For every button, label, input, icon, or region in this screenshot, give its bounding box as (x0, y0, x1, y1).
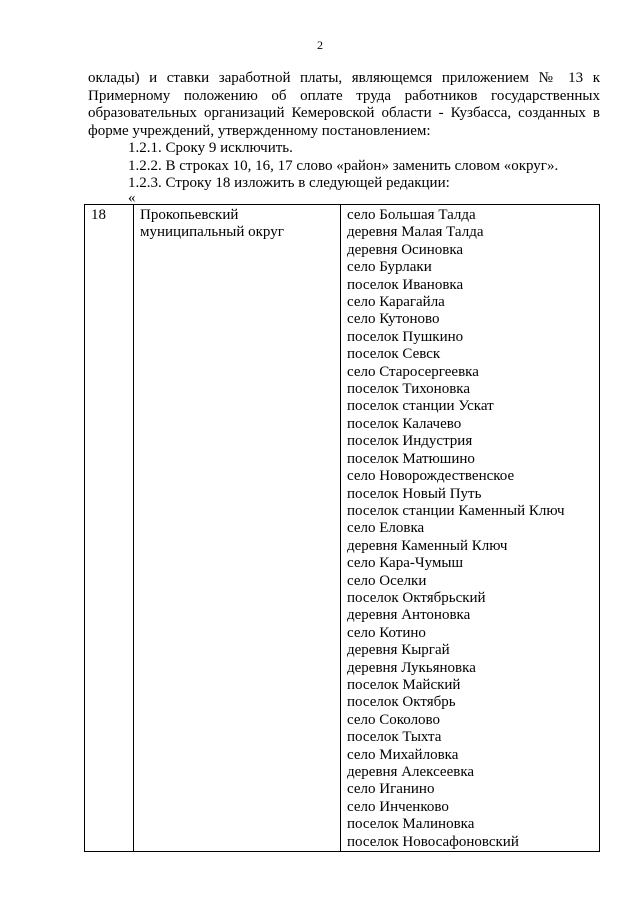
settlement-item: деревня Лукьяновка (347, 659, 476, 676)
settlement-item: село Бурлаки (347, 259, 432, 276)
settlement-item: поселок Октябрьский (347, 589, 486, 606)
settlements-table (84, 204, 600, 852)
settlement-item: поселок Матюшино (347, 450, 475, 467)
settlement-item: поселок станции Каменный Ключ (347, 502, 565, 519)
settlement-item: поселок Новый Путь (347, 485, 482, 502)
clause-1-2-2: 1.2.2. В строках 10, 16, 17 слово «район» заменить словом «округ». (128, 157, 559, 174)
settlement-item: деревня Осиновка (347, 241, 464, 258)
page-number: 2 (317, 38, 323, 52)
settlement-item: село Оселки (347, 572, 427, 589)
settlement-item: поселок Калачево (347, 415, 462, 432)
settlement-item: поселок Новосафоновский (347, 833, 519, 850)
intro-line: форме учреждений, утвержденному постановлением: (88, 122, 431, 139)
settlement-item: село Иганино (347, 781, 435, 798)
settlement-item: деревня Алексеевка (347, 764, 475, 780)
settlement-item: деревня Малая Талда (347, 224, 484, 241)
settlement-item: село Кара-Чумыш (347, 555, 464, 572)
row-number-cell: 18 (85, 205, 134, 852)
settlement-item: деревня Каменный Ключ (347, 537, 508, 554)
clause-1-2-1: 1.2.1. Сроку 9 исключить. (128, 140, 293, 156)
settlement-item: деревня Антоновка (347, 607, 471, 624)
settlement-item: село Новорождественское (347, 468, 515, 485)
settlement-item: село Старосергеевка (347, 363, 479, 380)
settlement-item: село Инченково (347, 798, 449, 815)
settlement-item: поселок Октябрь (347, 694, 456, 711)
district-cell: Прокопьевский муниципальный округ (134, 205, 341, 852)
intro-line: образовательных организаций Кемеровской области - Кузбасса, созданных в (88, 105, 600, 121)
settlement-item: поселок Малиновка (347, 816, 475, 833)
settlement-item: деревня Кыргай (347, 642, 450, 659)
settlement-item: село Михайловка (347, 746, 459, 763)
clause-1-2-3: 1.2.3. Строку 18 изложить в следующей редакции: (128, 175, 450, 191)
settlement-item: поселок станции Ускат (347, 398, 494, 415)
document-body (88, 70, 600, 193)
intro-line: Примерному положению об оплате труда работников государственных (88, 87, 600, 104)
settlement-item: поселок Тыхта (347, 729, 442, 746)
settlement-item: поселок Пушкино (347, 328, 464, 345)
table-row (85, 205, 600, 852)
settlement-item: поселок Индустрия (347, 433, 473, 450)
settlements-cell (341, 205, 600, 852)
settlement-item: село Котино (347, 624, 426, 641)
opening-quote: « (128, 190, 136, 206)
intro-paragraph (88, 70, 600, 140)
settlement-item: село Кутоново (347, 311, 440, 328)
intro-line: оклады) и ставки заработной платы, являющемся приложением № 13 к (88, 70, 600, 86)
settlement-item: село Большая Талда (347, 207, 476, 223)
settlement-item: село Соколово (347, 711, 441, 728)
settlement-item: село Карагайла (347, 294, 445, 311)
settlement-item: поселок Севск (347, 346, 441, 363)
settlement-item: село Еловка (347, 520, 425, 537)
settlement-item: поселок Тихоновка (347, 381, 470, 398)
settlement-item: поселок Ивановка (347, 276, 464, 293)
settlement-item: поселок Майский (347, 676, 461, 693)
